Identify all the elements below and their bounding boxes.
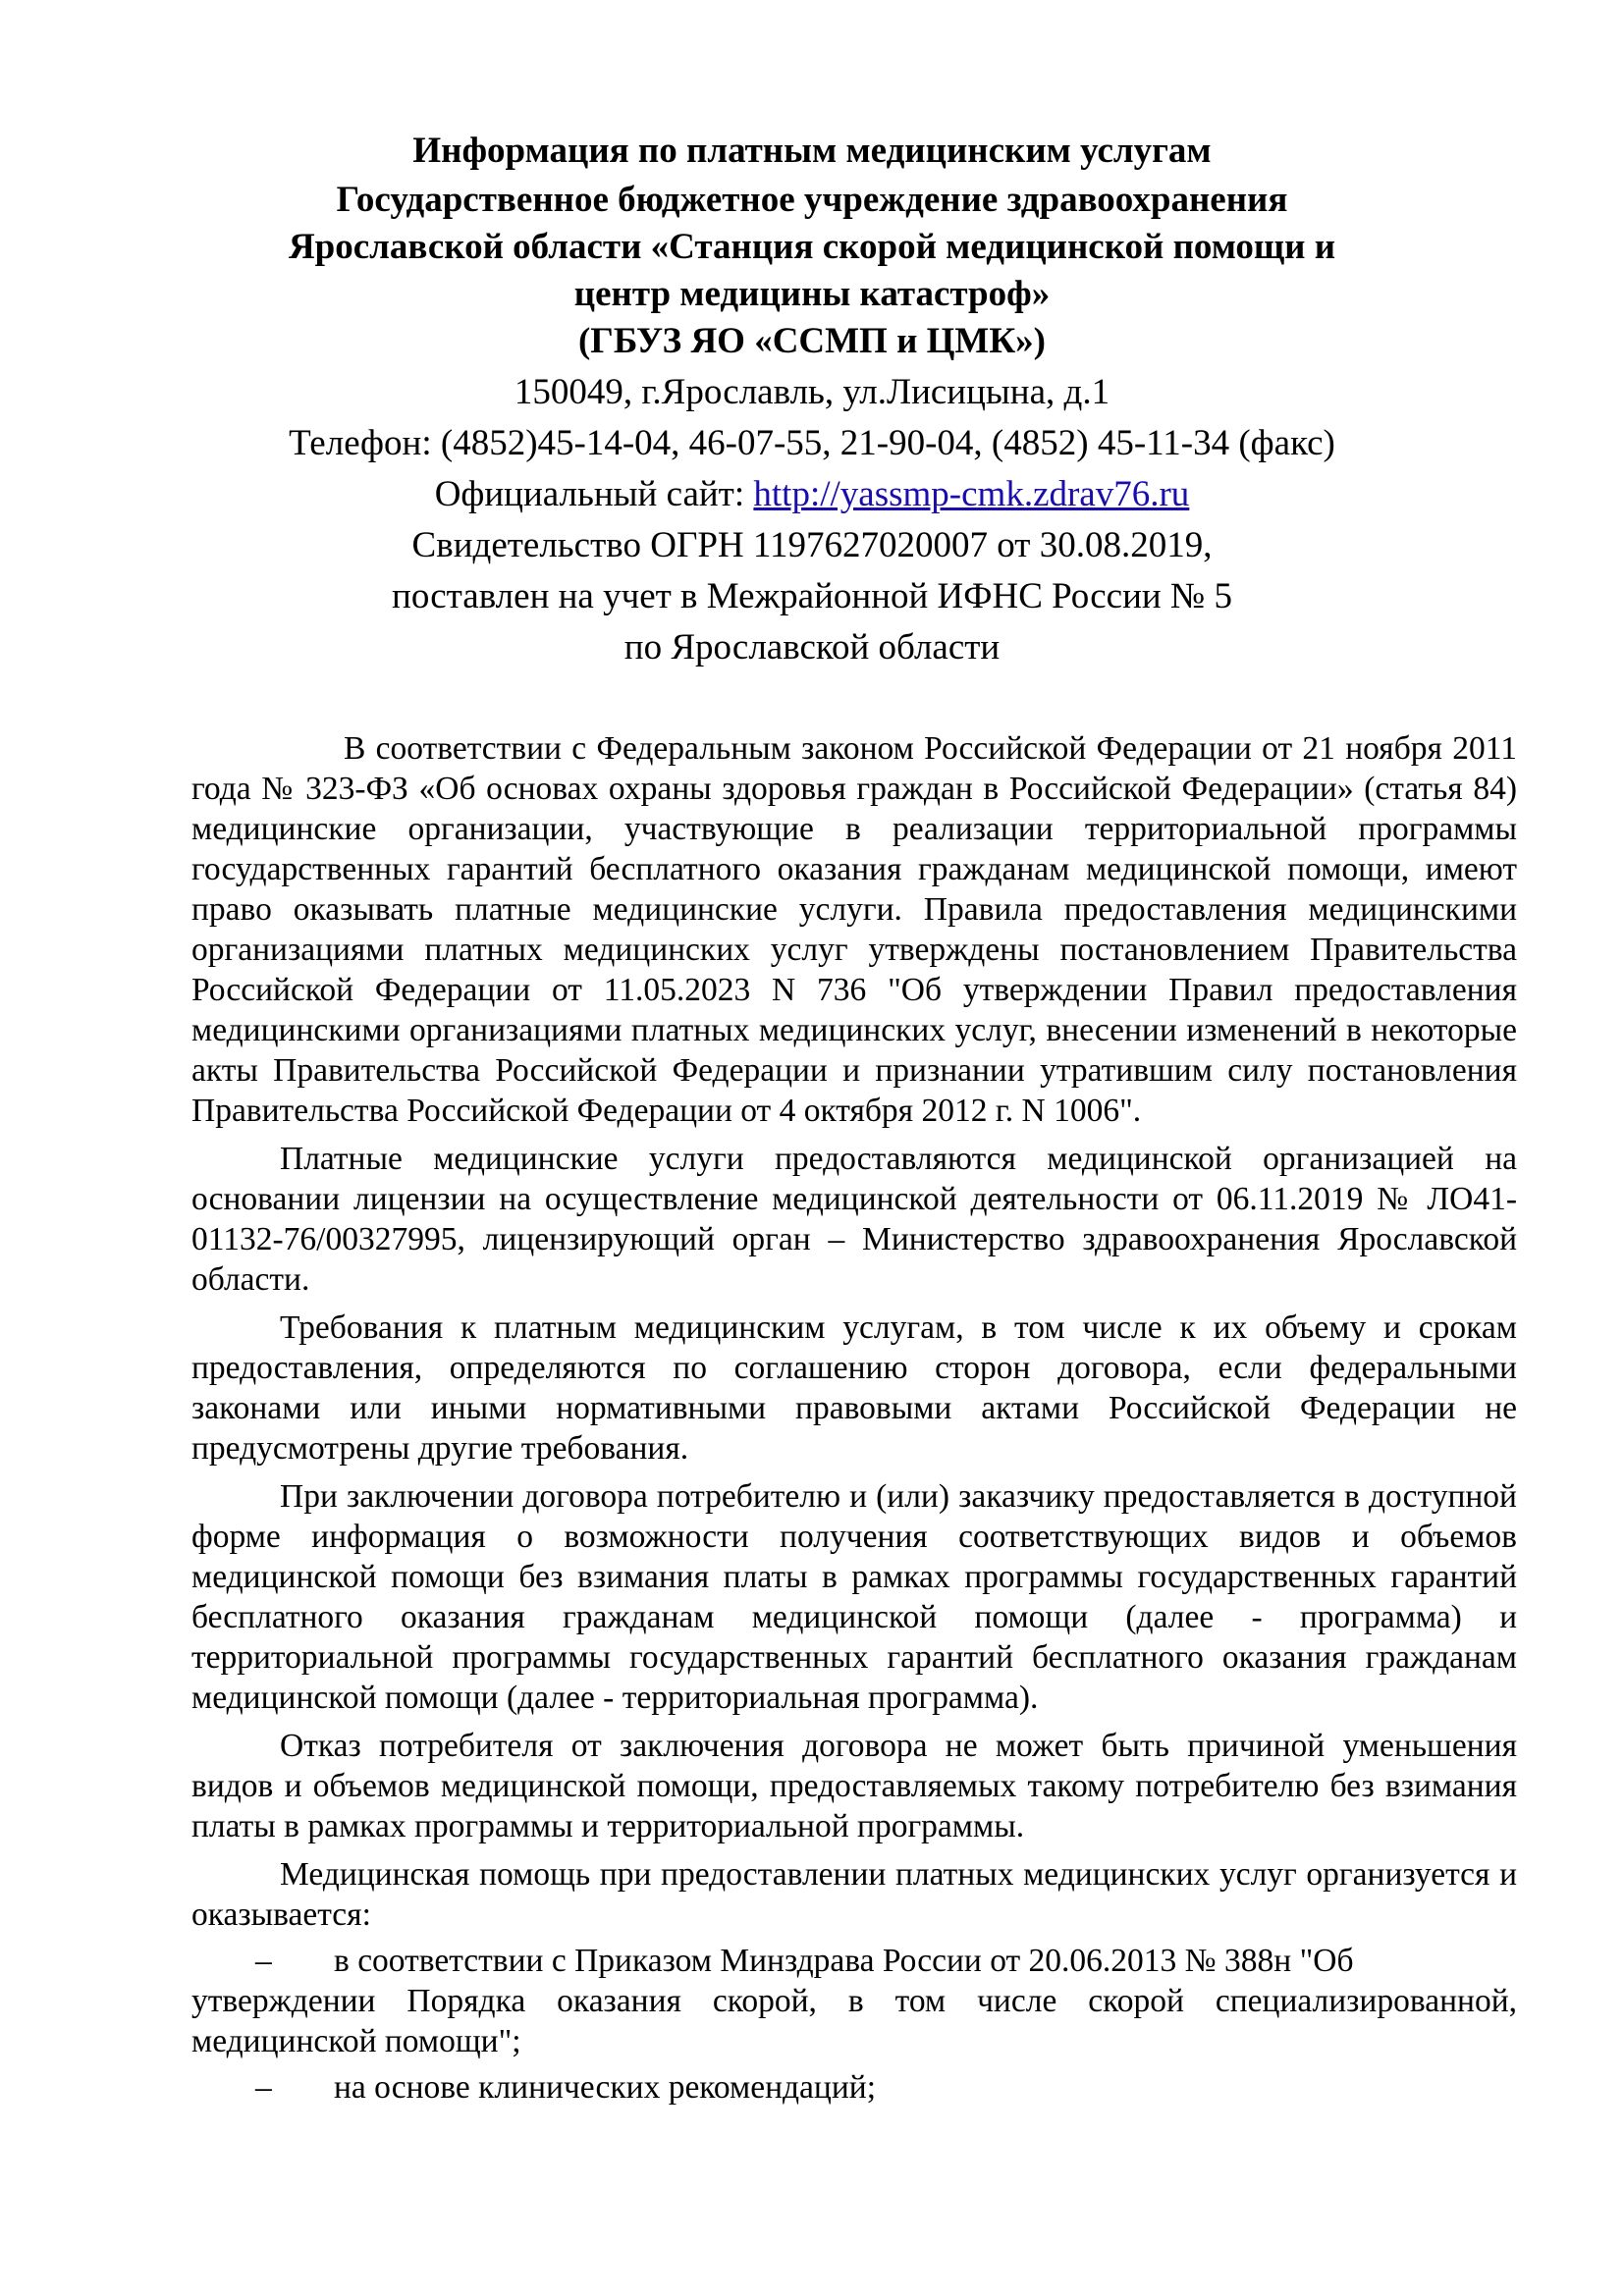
- paragraph-law-reference: В соответствии с Федеральным законом Российской Федерации от 21 ноября 2011 года № 323-ФЗ «Об основах охраны здоровья граждан в Российской Федерации» (статья 84) медицинские организации, участвующие в реализации территориальной программы государственных гарантий бесплатного оказания гражданам медицинской помощи, имеют право оказывать платные медицинские услуги. Правила предоставления медицинскими организациями платных медицинских услуг утверждены постановлением Правительства Российской Федерации от 11.05.2023 N 736 "Об утверждении Правил предоставления медицинскими организациями платных медицинских услуг, внесении изменений в некоторые акты Правительства Российской Федерации и признании утратившим силу постановления Правительства Российской Федерации от 4 октября 2012 г. N 1006".: [191, 730, 1517, 1129]
- title-line-3: Ярославской области «Станция скорой медицинской помощи и: [288, 227, 1336, 267]
- website-line: [187, 469, 1437, 520]
- title-line-5: (ГБУЗ ЯО «ССМП и ЦМК»): [577, 321, 1047, 361]
- list-item-text: на основе клинических рекомендаций;: [334, 2069, 876, 2106]
- title-line-4: центр медицины катастроф»: [573, 274, 1051, 314]
- list-item-text: в соответствии с Приказом Минздрава России от 20.06.2013 № 388н "Об: [334, 1943, 1354, 1979]
- website-link[interactable]: http://yassmp-cmk.zdrav76.ru: [753, 474, 1190, 514]
- phone-line: Телефон: (4852)45-14-04, 46-07-55, 21-90-04, (4852) 45-11-34 (факс): [289, 423, 1335, 463]
- paragraph-refusal: Отказ потребителя от заключения договора не может быть причиной уменьшения видов и объемов медицинской помощи, предоставляемых такому потребителю без взимания платы в рамках программы и территориальной программы.: [191, 1728, 1517, 1844]
- paragraph-requirements: Требования к платным медицинским услугам, в том числе к их объему и срокам предоставления, определяются по соглашению сторон договора, если федеральными законами или иными нормативными правовыми актами Российской Федерации не предусмотрены другие требования.: [191, 1309, 1517, 1467]
- address-line: 150049, г.Ярославль, ул.Лисицына, д.1: [514, 372, 1110, 412]
- dash-marker: –: [255, 1943, 272, 1979]
- document-body: [191, 728, 1517, 2108]
- paragraph-organization-intro: Медицинская помощь при предоставлении платных медицинских услуг организуется и оказывается:: [191, 1856, 1517, 1933]
- website-label: Официальный сайт:: [434, 474, 754, 514]
- title-line-2: Государственное бюджетное учреждение здравоохранения: [336, 180, 1288, 220]
- list-item-guidelines: [191, 2067, 1517, 2108]
- paragraph-contract-info: При заключении договора потребителю и (или) заказчику предоставляется в доступной форме информация о возможности получения соответствующих видов и объемов медицинской помощи без взимания платы в рамках программы государственных гарантий бесплатного оказания гражданам медицинской помощи (далее - программа) и территориальной программы государственных гарантий бесплатного оказания гражданам медицинской помощи (далее - территориальная программа).: [191, 1478, 1517, 1716]
- dash-marker: –: [255, 2069, 272, 2106]
- list-item-order: [191, 1941, 1517, 1981]
- ogrn-line: Свидетельство ОГРН 1197627020007 от 30.08.2019,: [411, 525, 1213, 565]
- tax-region-line: по Ярославской области: [623, 627, 1001, 667]
- paragraph-license: Платные медицинские услуги предоставляются медицинской организацией на основании лицензии на осуществление медицинской деятельности от 06.11.2019 № ЛО41-01132-76/00327995, лицензирующий орган – Министерство здравоохранения Ярославской области.: [191, 1141, 1517, 1298]
- tax-registration-line: поставлен на учет в Межрайонной ИФНС России № 5: [392, 576, 1232, 616]
- document-header: [187, 128, 1437, 673]
- list-item-continuation: утверждении Порядка оказания скорой, в том числе скорой специализированной, медицинской помощи";: [191, 1983, 1517, 2059]
- title-line-1: Информация по платным медицинским услугам: [412, 131, 1212, 171]
